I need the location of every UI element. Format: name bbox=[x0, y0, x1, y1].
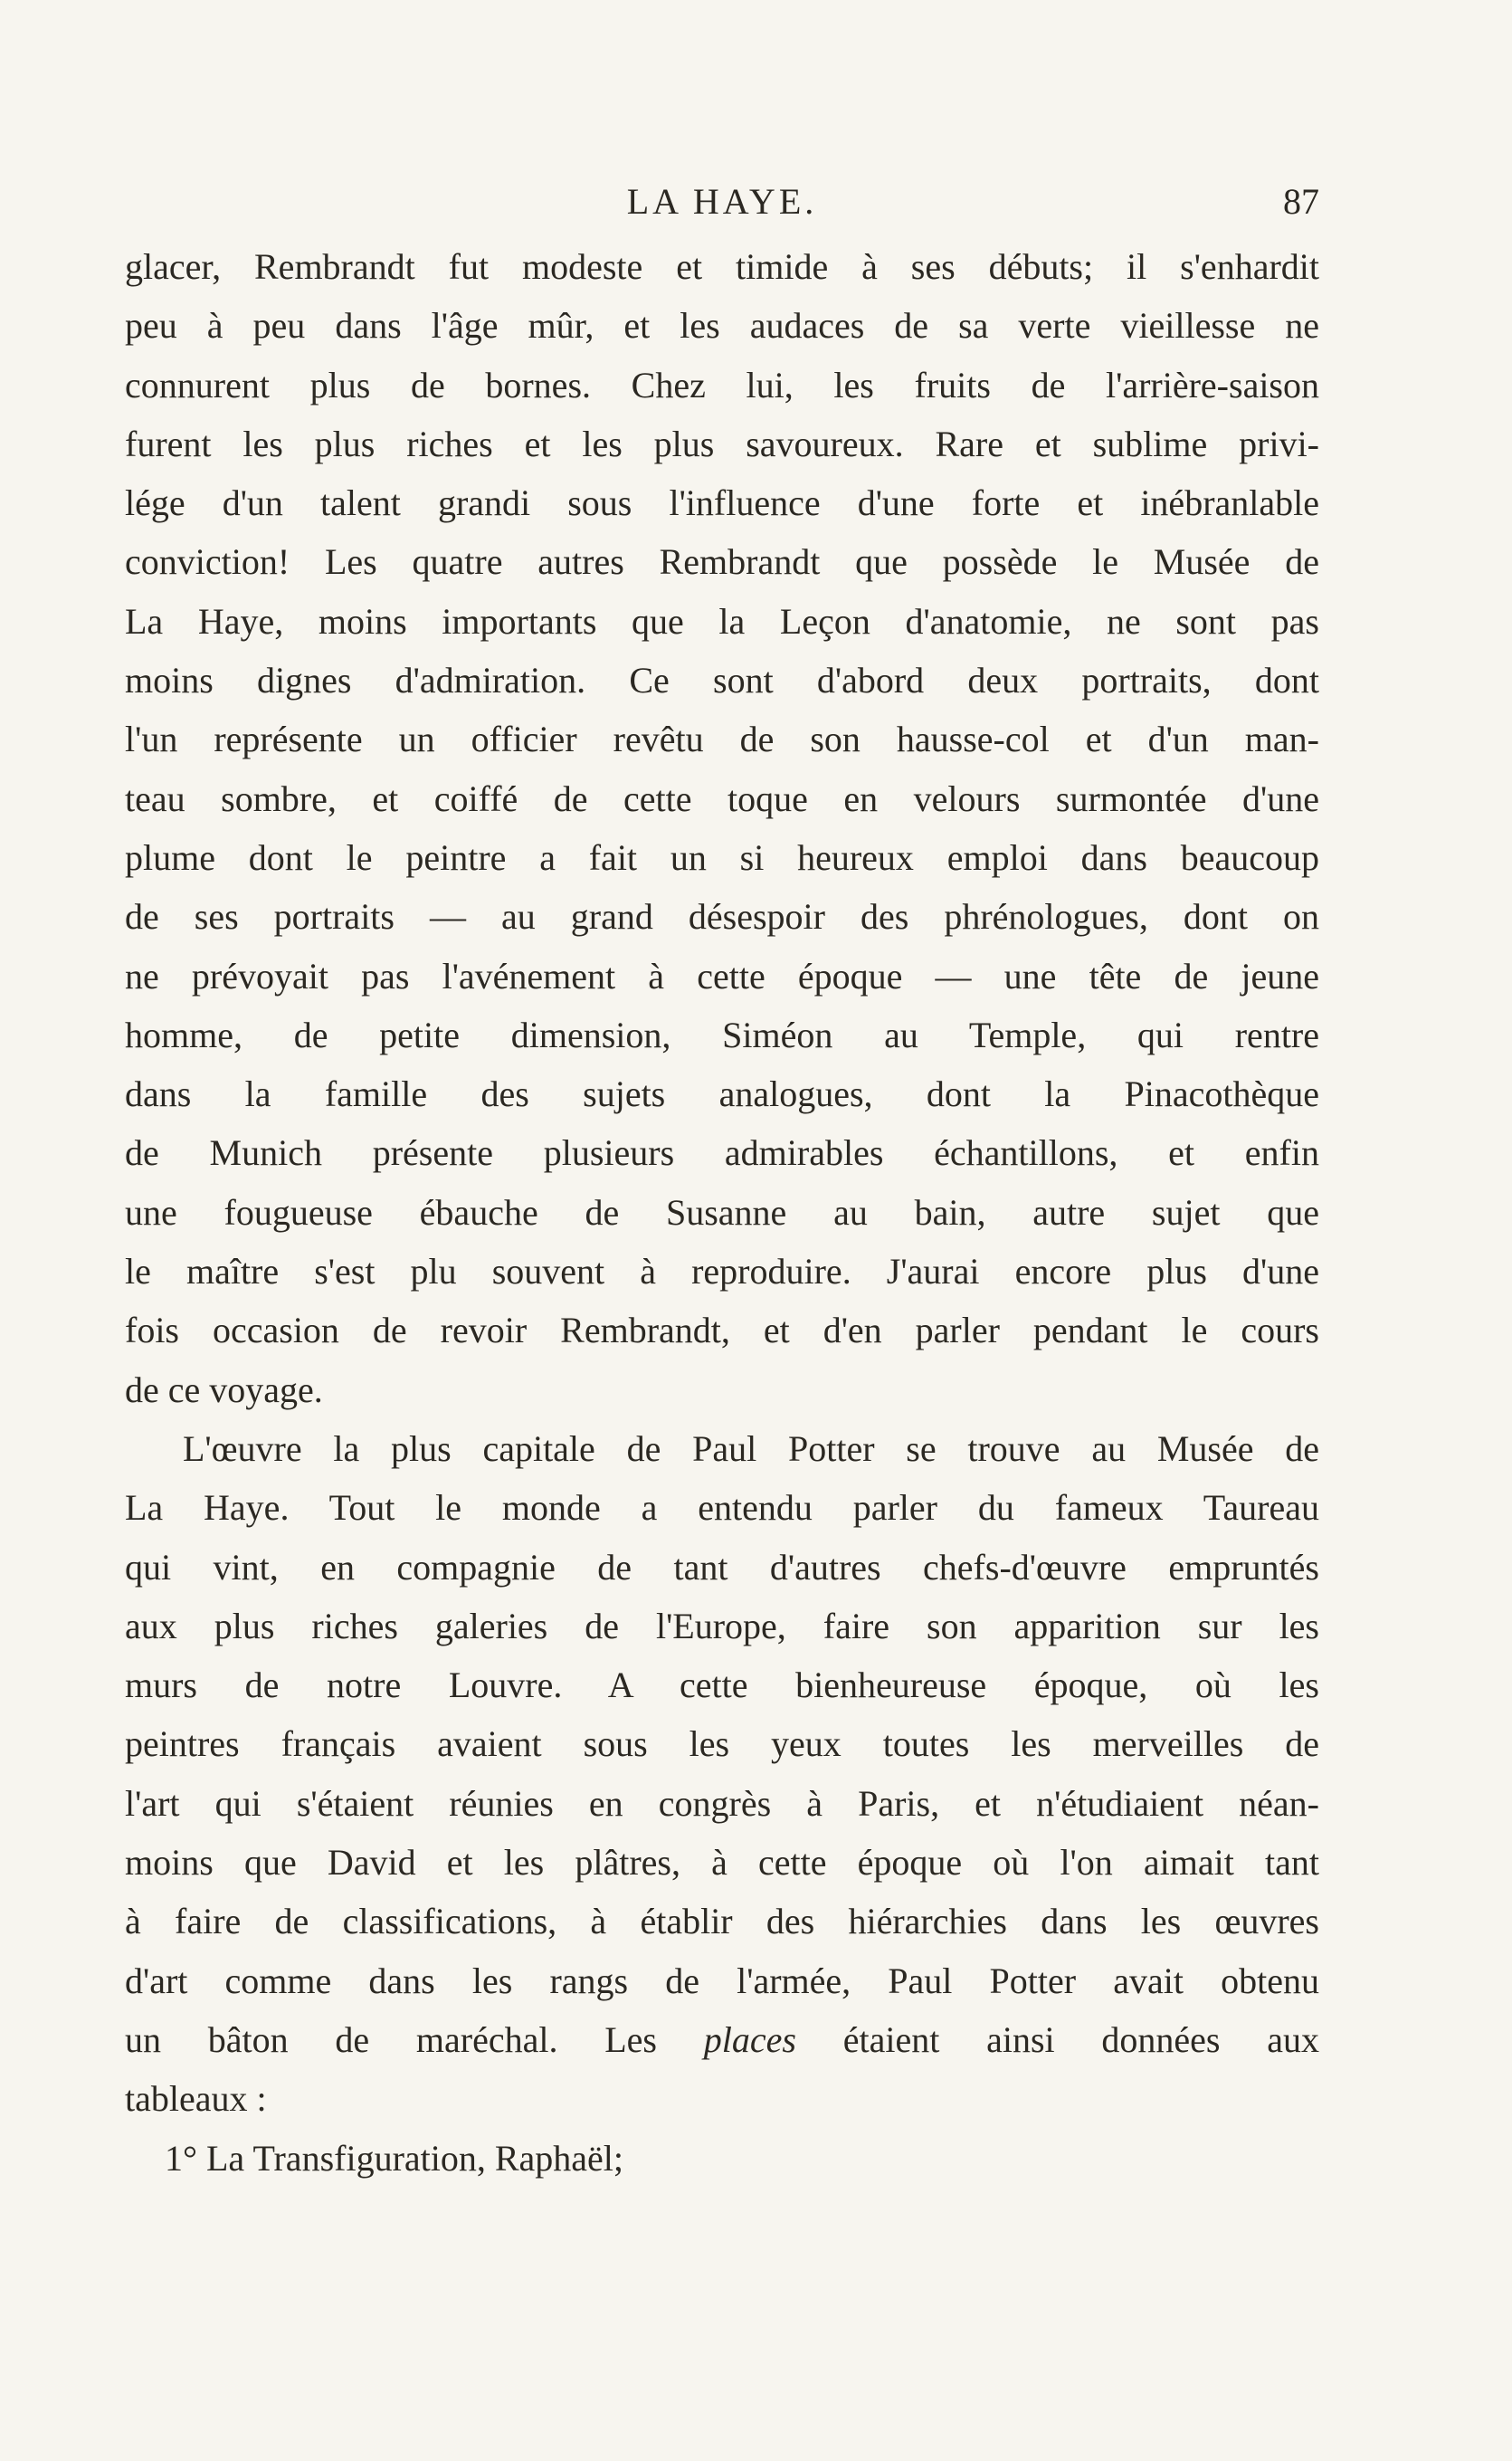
text-line: moins que David et les plâtres, à cette époque où l'on aimait tant bbox=[125, 1842, 1319, 1884]
text-line: aux plus riches galeries de l'Europe, faire son apparition sur les bbox=[125, 1605, 1319, 1646]
body-text bbox=[125, 237, 1319, 2188]
text-line: glacer, Rembrandt fut modeste et timide à ses débuts; il s'enhardit bbox=[125, 246, 1319, 287]
text-line: à faire de classifications, à établir des hiérarchies dans les œuvres bbox=[125, 1901, 1319, 1942]
text-line: furent les plus riches et les plus savoureux. Rare et sublime privi- bbox=[125, 423, 1319, 464]
text-segment: un bâton de maréchal. Les bbox=[125, 2018, 704, 2060]
text-line: tableaux : bbox=[125, 2078, 267, 2120]
text-line: connurent plus de bornes. Chez lui, les fruits de l'arrière-saison bbox=[125, 364, 1319, 405]
list-item: 1° La Transfiguration, Raphaël; bbox=[165, 2137, 624, 2179]
text-line: murs de notre Louvre. A cette bienheureuse époque, où les bbox=[125, 1665, 1319, 1706]
running-title: LA HAYE. bbox=[626, 181, 818, 222]
text-line: L'œuvre la plus capitale de Paul Potter se trouve au Musée de bbox=[183, 1427, 1319, 1469]
text-line: lége d'un talent grandi sous l'influence d'une forte et inébranlable bbox=[125, 482, 1319, 524]
text-line: La Haye. Tout le monde a entendu parler du fameux Taureau bbox=[125, 1487, 1319, 1529]
text-line: l'art qui s'étaient réunies en congrès à Paris, et n'étudiaient néan- bbox=[125, 1782, 1319, 1824]
text-segment: étaient ainsi données aux bbox=[795, 2018, 1319, 2060]
text-line: de ce voyage. bbox=[125, 1369, 323, 1410]
text-line bbox=[125, 2010, 1319, 2069]
running-head bbox=[125, 176, 1319, 227]
text-line: moins dignes d'admiration. Ce sont d'abord deux portraits, dont bbox=[125, 660, 1319, 701]
text-line: conviction! Les quatre autres Rembrandt que possède le Musée de bbox=[125, 541, 1319, 583]
text-line: homme, de petite dimension, Siméon au Temple, qui rentre bbox=[125, 1014, 1319, 1055]
page-number: 87 bbox=[1283, 181, 1319, 222]
text-line: de ses portraits — au grand désespoir des phrénologues, dont on bbox=[125, 896, 1319, 938]
text-line: le maître s'est plu souvent à reproduire. J'aurai encore plus d'une bbox=[125, 1251, 1319, 1293]
text-line: dans la famille des sujets analogues, dont la Pinacothèque bbox=[125, 1073, 1319, 1115]
text-line: La Haye, moins importants que la Leçon d'anatomie, ne sont pas bbox=[125, 600, 1319, 642]
text-line: peu à peu dans l'âge mûr, et les audaces de sa verte vieillesse ne bbox=[125, 305, 1319, 347]
italic-text: places bbox=[703, 2018, 796, 2060]
text-line: peintres français avaient sous les yeux toutes les merveilles de bbox=[125, 1723, 1319, 1765]
text-line: une fougueuse ébauche de Susanne au bain, autre sujet que bbox=[125, 1191, 1319, 1233]
text-line: fois occasion de revoir Rembrandt, et d'en parler pendant le cours bbox=[125, 1310, 1319, 1351]
text-line: plume dont le peintre a fait un si heureux emploi dans beaucoup bbox=[125, 836, 1319, 878]
text-line: qui vint, en compagnie de tant d'autres chefs-d'œuvre empruntés bbox=[125, 1546, 1319, 1588]
text-line: l'un représente un officier revêtu de son hausse-col et d'un man- bbox=[125, 719, 1319, 760]
text-line: ne prévoyait pas l'avénement à cette époque — une tête de jeune bbox=[125, 955, 1319, 997]
text-line: de Munich présente plusieurs admirables échantillons, et enfin bbox=[125, 1132, 1319, 1174]
text-line: d'art comme dans les rangs de l'armée, Paul Potter avait obtenu bbox=[125, 1960, 1319, 2001]
text-line: teau sombre, et coiffé de cette toque en velours surmontée d'une bbox=[125, 777, 1319, 819]
